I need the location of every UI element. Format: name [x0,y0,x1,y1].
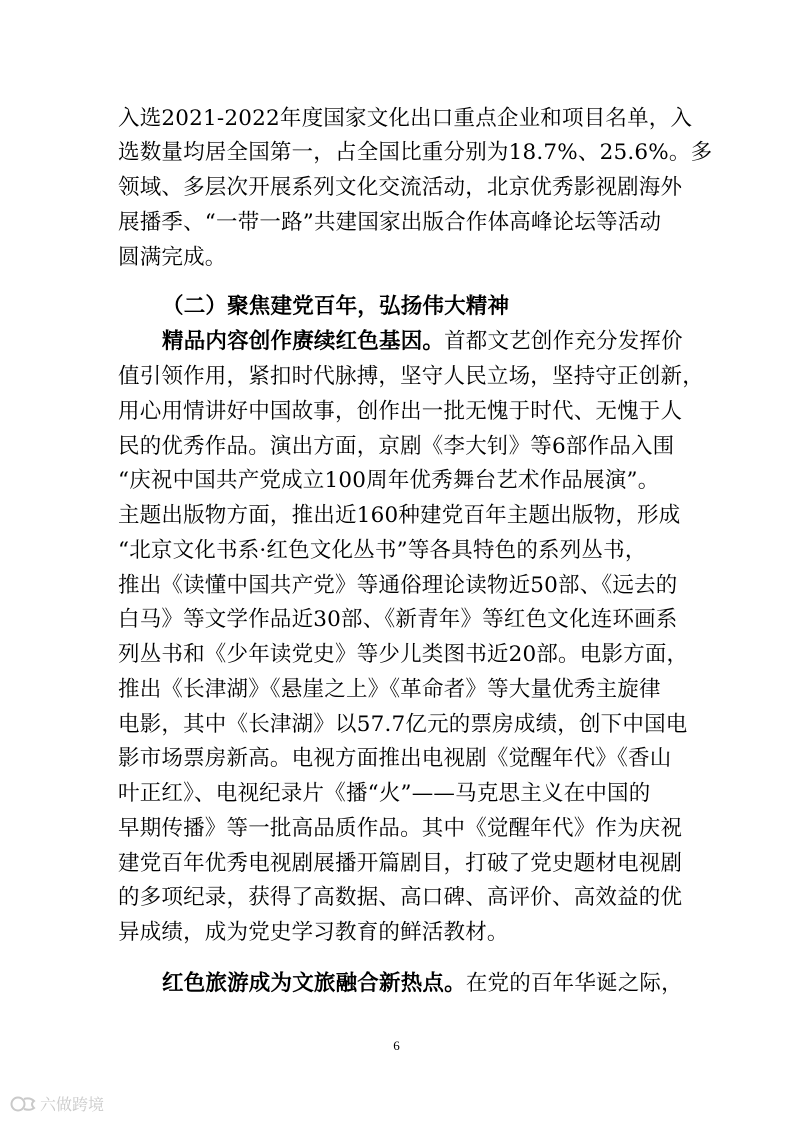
body-line: 的多项纪录，获得了高数据、高口碑、高评价、高效益的优 [118,885,683,910]
body-line: 主题出版物方面，推出近160种建党百年主题出版物，形成 [118,503,681,528]
body-line: 列丛书和《少年读党史》等少儿类图书近20部。电影方面， [118,642,689,667]
body-line: 白马》等文学作品近30部、《新青年》等红色文化连环画系 [118,607,678,632]
body-line: 推出《长津湖》《悬崖之上》《革命者》等大量优秀主旋律 [118,677,661,702]
body-line: 选数量均居全国第一，占全国比重分别为18.7%、25.6%。多 [118,140,713,165]
paragraph-text: 在党的百年华诞之际， [465,971,683,996]
section-heading: （二）聚焦建党百年，弘扬伟大精神 [162,294,510,319]
paragraph-text: 首都文艺创作充分发挥价 [444,329,683,354]
body-line: 展播季、“一带一路”共建国家出版合作体高峰论坛等活动 [118,210,662,235]
body-line: “北京文化书系·红色文化丛书”等各具特色的系列丛书， [118,538,647,563]
watermark-logo-icon [10,1095,36,1113]
body-line: 用心用情讲好中国故事，创作出一批无愧于时代、无愧于人 [118,399,683,424]
watermark [10,1092,104,1115]
paragraph-first-line [162,327,734,357]
body-line: 入选2021-2022年度国家文化出口重点企业和项目名单，入 [118,106,693,131]
page-number: 6 [393,1038,400,1053]
body-line: 影市场票房新高。电视方面推出电视剧《觉醒年代》《香山 [118,746,672,771]
body-line: 异成绩，成为党史学习教育的鲜活教材。 [118,920,509,945]
paragraph-first-line [162,969,734,999]
body-line: 叶正红》、电视纪录片《播“火”——马克思主义在中国的 [118,781,651,806]
watermark-text: 六做跨境 [40,1095,105,1114]
paragraph-lead: 红色旅游成为文旅融合新热点。 [162,971,466,996]
body-line: 早期传播》等一批高品质作品。其中《觉醒年代》作为庆祝 [118,816,683,841]
body-line: 民的优秀作品。演出方面，京剧《李大钊》等6部作品入围 [118,434,675,459]
body-line: 值引领作用，紧扣时代脉搏，坚守人民立场，坚持守正创新， [118,364,704,389]
paragraph-lead: 精品内容创作赓续红色基因。 [162,329,445,354]
body-line: “庆祝中国共产党成立100周年优秀舞台艺术作品展演”。 [118,468,660,493]
body-line: 圆满完成。 [118,245,227,270]
body-line: 电影，其中《长津湖》以57.7亿元的票房成绩，创下中国电 [118,712,688,737]
body-line: 推出《读懂中国共产党》等通俗理论读物近50部、《远去的 [118,573,678,598]
body-line: 领域、多层次开展系列文化交流活动，北京优秀影视剧海外 [118,175,683,200]
body-line: 建党百年优秀电视剧展播开篇剧目，打破了党史题材电视剧 [118,851,683,876]
